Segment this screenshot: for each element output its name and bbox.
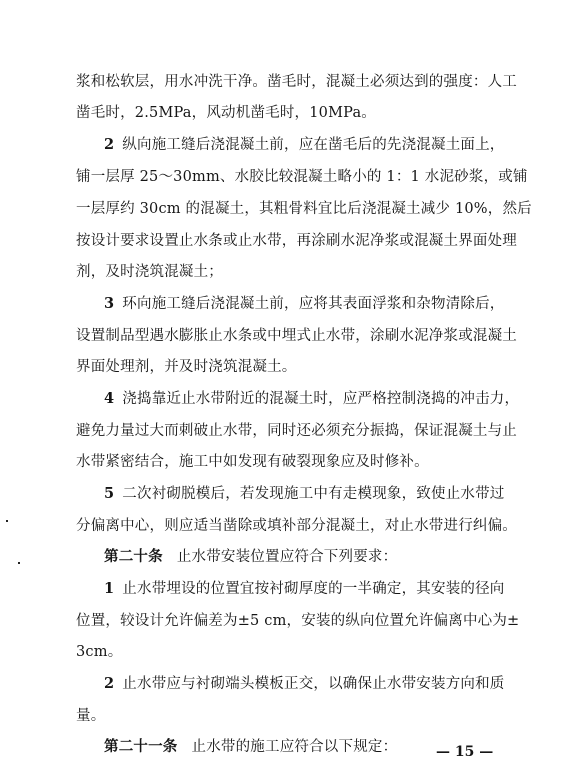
line-text: 按设计要求设置止水条或止水带，再涂刷水泥净浆或混凝土界面处理 [76, 233, 517, 249]
line-text: 止水带埋设的位置宜按衬砌厚度的一半确定，其安装的径向 [122, 581, 505, 597]
line-text: 浇捣靠近止水带附近的混凝土时，应严格控制浇捣的冲击力， [122, 391, 520, 407]
item-number: 4 [104, 390, 115, 407]
item-number: 1 [104, 580, 115, 597]
line-text: 止水带的施工应符合以下规定： [191, 739, 398, 755]
line-text: 浆和松软层，用水冲洗干净。凿毛时，混凝土必须达到的强度：人工 [76, 74, 517, 90]
line-text: 量。 [76, 708, 106, 724]
paragraph-line [76, 516, 517, 536]
list-item-line [104, 389, 520, 409]
article-heading [104, 547, 496, 567]
scan-speck [6, 520, 8, 522]
line-text: 避免力量过大而刺破止水带，同时还必须充分振捣，保证混凝土与止 [76, 423, 517, 439]
article-number: 第二十一条 [104, 738, 178, 755]
line-text: 3cm。 [76, 644, 123, 660]
line-text: 水带紧密结合，施工中如发现有破裂现象应及时修补。 [76, 454, 429, 470]
page-number: — 15 — [436, 744, 494, 760]
line-text: 一层厚约 30cm 的混凝土，其粗骨料宜比后浇混凝土减少 10%，然后 [76, 201, 532, 217]
paragraph-line [76, 421, 517, 441]
line-text: 止水带安装位置应符合下列要求： [176, 549, 398, 565]
list-item-line [104, 135, 505, 155]
line-text: 铺一层厚 25～30mm、水胶比较混凝土略小的 1：1 水泥砂浆，或铺 [76, 169, 528, 185]
paragraph-line [76, 199, 532, 219]
paragraph-line [76, 452, 496, 472]
paragraph-line [76, 231, 517, 251]
line-text: 分偏离中心，则应适当凿除或填补部分混凝土，对止水带进行纠偏。 [76, 518, 517, 534]
scan-speck [18, 562, 20, 564]
list-item-line [104, 294, 505, 314]
line-text: 位置，较设计允许偏差为±5 cm，安装的纵向位置允许偏离中心为± [76, 613, 520, 629]
list-item-line [104, 484, 505, 504]
line-text: 设置制品型遇水膨胀止水条或中埋式止水带，涂刷水泥净浆或混凝土 [76, 328, 517, 344]
paragraph-line [76, 642, 496, 662]
line-text: 纵向施工缝后浇混凝土前，应在凿毛后的先浇混凝土面上， [122, 137, 505, 153]
paragraph-line [76, 72, 517, 92]
article-heading [104, 737, 434, 757]
paragraph-line [76, 611, 520, 631]
item-number: 2 [104, 136, 115, 153]
article-number: 第二十条 [104, 548, 163, 565]
item-number: 2 [104, 675, 115, 692]
line-text: 二次衬砌脱模后，若发现施工中有走模现象，致使止水带过 [122, 486, 505, 502]
paragraph-line [76, 706, 496, 726]
line-text: 环向施工缝后浇混凝土前，应将其表面浮浆和杂物清除后， [122, 296, 505, 312]
paragraph-line [76, 357, 496, 377]
paragraph-line [76, 103, 496, 123]
paragraph-line [76, 326, 517, 346]
line-text: 剂，及时浇筑混凝土； [76, 264, 223, 280]
item-number: 5 [104, 485, 115, 502]
list-item-line [104, 674, 505, 694]
line-text: 界面处理剂，并及时浇筑混凝土。 [76, 359, 297, 375]
list-item-line [104, 579, 505, 599]
paragraph-line [76, 167, 528, 187]
item-number: 3 [104, 295, 115, 312]
line-text: 凿毛时，2.5MPa，风动机凿毛时，10MPa。 [76, 105, 377, 121]
paragraph-line [76, 262, 496, 282]
line-text: 止水带应与衬砌端头模板正交，以确保止水带安装方向和质 [122, 676, 505, 692]
